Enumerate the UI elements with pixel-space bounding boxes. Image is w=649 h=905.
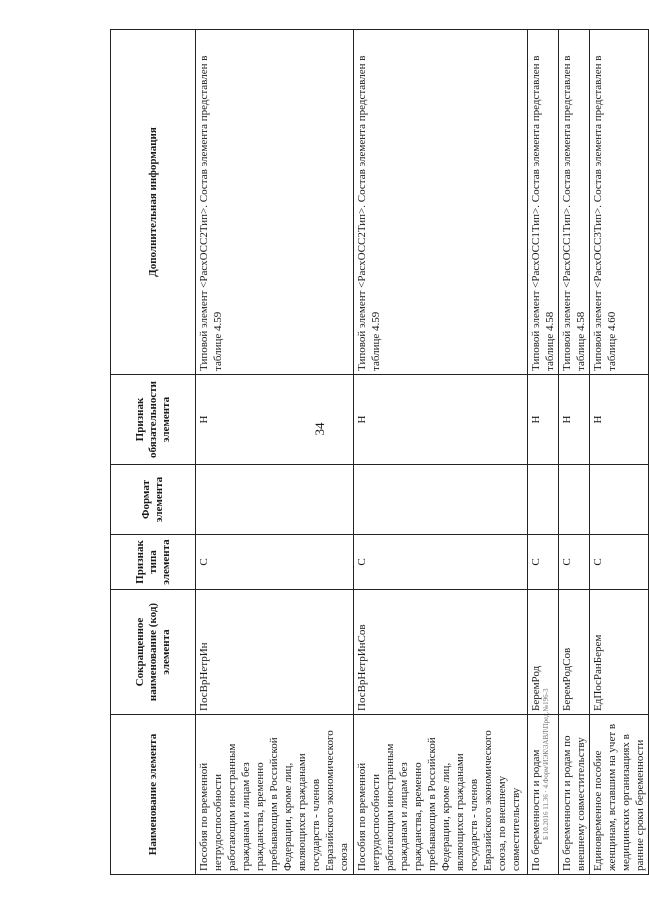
page-number: 34 — [312, 422, 327, 436]
cell-required-sign: Н — [559, 375, 590, 465]
cell-name: Пособия по временной нетрудоспособности работающим иностранным гражданам и лицам без гражданства, временно пребывающим в Российской Федерации, кроме лиц, являющихся гражданами государств - членов Евразийского экономического союза — [196, 715, 354, 875]
cell-short-name: ПосВрНетрИнСов — [354, 590, 528, 715]
header-required-sign: Признак обязательности элемента — [111, 375, 196, 465]
cell-name: По беременности и родам по внешнему совместительству — [559, 715, 590, 875]
table-row — [590, 30, 649, 875]
table-row — [196, 30, 354, 875]
table-row — [528, 30, 559, 875]
cell-short-name: БеремРодСов — [559, 590, 590, 715]
cell-type-sign: С — [590, 535, 649, 590]
cell-required-sign: Н — [590, 375, 649, 465]
cell-format — [528, 465, 559, 535]
rotated-table-container — [110, 30, 646, 875]
cell-format — [559, 465, 590, 535]
header-format: Формат элемента — [111, 465, 196, 535]
cell-required-sign: Н — [528, 375, 559, 465]
cell-short-name: БеремРод — [528, 590, 559, 715]
cell-format — [354, 465, 528, 535]
cell-type-sign: С — [528, 535, 559, 590]
cell-additional: Типовой элемент <РасхОСС1Тип>. Состав элемента представлен в таблице 4.58 — [559, 30, 590, 375]
cell-additional: Типовой элемент <РасхОСС1Тип>. Состав элемента представлен в таблице 4.58 — [528, 30, 559, 375]
cell-required-sign: Н — [354, 375, 528, 465]
cell-format — [196, 465, 354, 535]
cell-additional: Типовой элемент <РасхОСС2Тип>. Состав элемента представлен в таблице 4.59 — [354, 30, 528, 375]
table-header-row — [111, 30, 196, 875]
cell-type-sign: С — [196, 535, 354, 590]
cell-additional: Типовой элемент <РасхОСС3Тип>. Состав элемента представлен в таблице 4.60 — [590, 30, 649, 375]
cell-name: Единовременное пособие женщинам, вставшим на учет в медицинских организациях в ранние сроки беременности — [590, 715, 649, 875]
cell-additional: Типовой элемент <РасхОСС2Тип>. Состав элемента представлен в таблице 4.59 — [196, 30, 354, 375]
cell-required-sign: Н — [196, 375, 354, 465]
cell-name: Пособия по временной нетрудоспособности работающим иностранным гражданам и лицам без гражданства, временно пребывающим в Российской Федерации, кроме лиц, являющихся гражданами государств - членов Евразийского экономического союза, по внешнему совместительству — [354, 715, 528, 875]
cell-short-name: ПосВрНетрИн — [196, 590, 354, 715]
footer-stamp: Б 10.2016 11.36 · 4.Форм\ИЭК\ЗАВЛ\Пред.№196-3 — [542, 688, 550, 840]
elements-table — [110, 29, 649, 875]
header-type-sign: Признак типа элемента — [111, 535, 196, 590]
cell-name: По беременности и родам — [528, 715, 559, 875]
cell-short-name: ЕдПосРанБерем — [590, 590, 649, 715]
header-name: Наименование элемента — [111, 715, 196, 875]
cell-type-sign: С — [354, 535, 528, 590]
table-row — [559, 30, 590, 875]
header-additional: Дополнительная информация — [111, 30, 196, 375]
cell-type-sign: С — [559, 535, 590, 590]
header-short-name: Сокращенное наименование (код) элемента — [111, 590, 196, 715]
cell-format — [590, 465, 649, 535]
table-row — [354, 30, 528, 875]
